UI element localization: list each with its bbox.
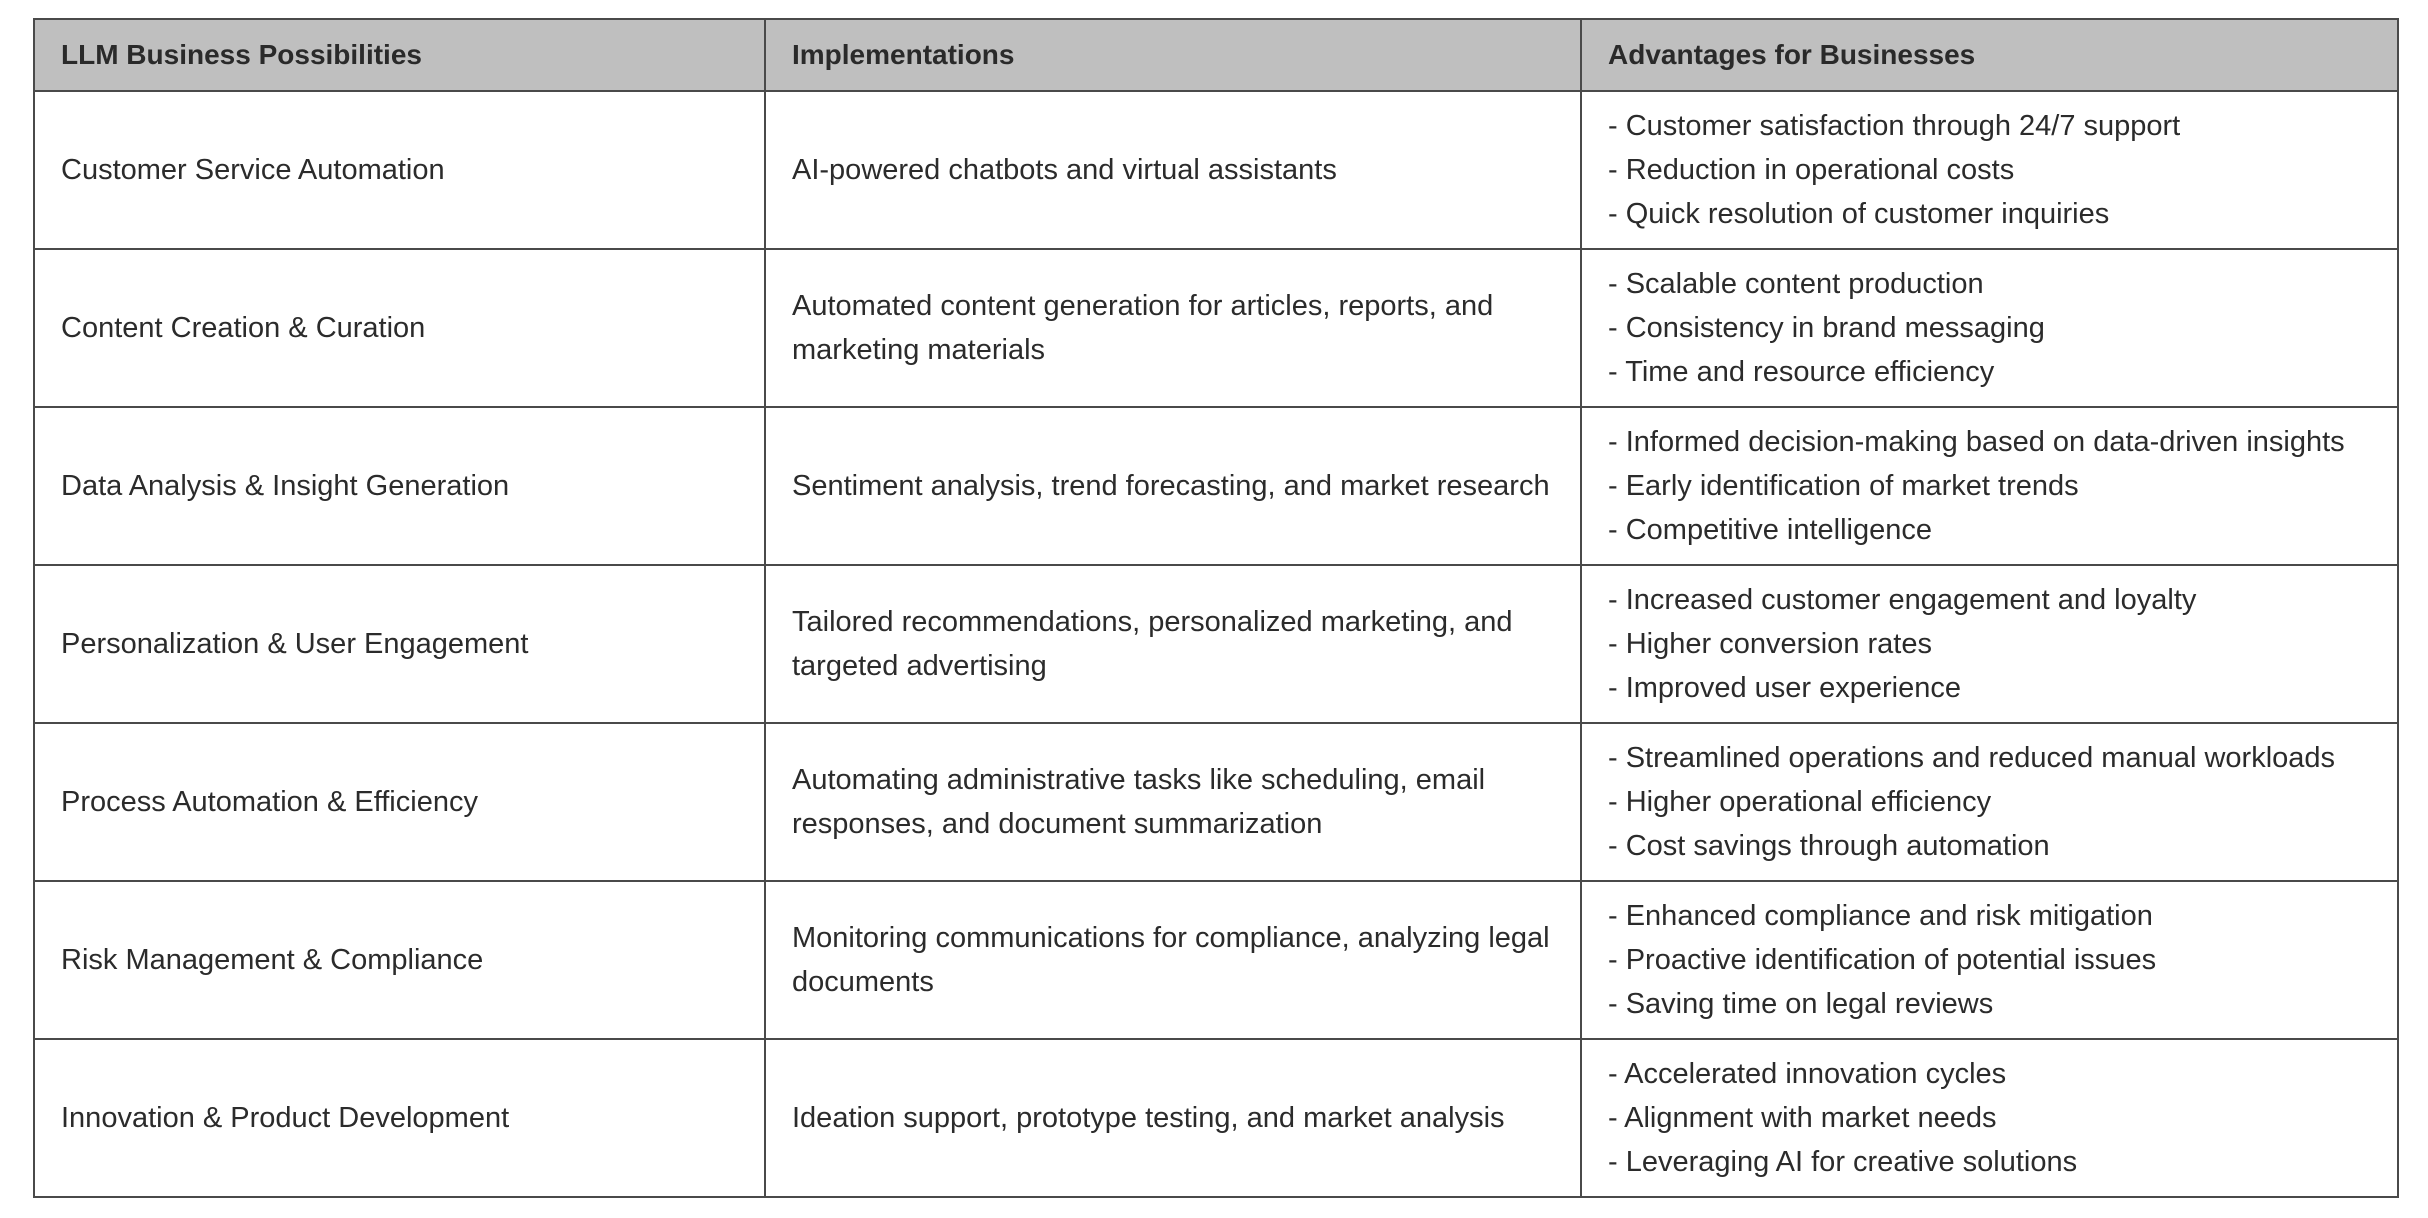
table-body: [34, 91, 2398, 1197]
implementation-cell: Sentiment analysis, trend forecasting, and market research: [765, 407, 1581, 565]
table-row: [34, 91, 2398, 249]
table-row: [34, 881, 2398, 1039]
advantage-item: - Improved user experience: [1608, 672, 1961, 704]
advantages-cell: [1581, 723, 2398, 881]
implementation-cell: Monitoring communications for compliance, analyzing legal documents: [765, 881, 1581, 1039]
possibility-cell: Process Automation & Efficiency: [34, 723, 765, 881]
advantages-cell: [1581, 91, 2398, 249]
advantage-item: - Alignment with market needs: [1608, 1102, 1997, 1134]
advantage-item: - Leveraging AI for creative solutions: [1608, 1146, 2078, 1178]
advantage-item: - Higher conversion rates: [1608, 628, 1932, 660]
header-implementations: Implementations: [765, 19, 1581, 91]
advantage-item: - Time and resource efficiency: [1608, 356, 1995, 388]
table-row: [34, 407, 2398, 565]
possibility-cell: Customer Service Automation: [34, 91, 765, 249]
possibility-cell: Content Creation & Curation: [34, 249, 765, 407]
business-possibilities-table: [33, 18, 2399, 1198]
advantage-item: - Early identification of market trends: [1608, 470, 2079, 502]
table-row: [34, 249, 2398, 407]
advantage-item: - Proactive identification of potential issues: [1608, 944, 2157, 976]
possibility-cell: Personalization & User Engagement: [34, 565, 765, 723]
implementation-cell: Automating administrative tasks like scheduling, email responses, and document summarization: [765, 723, 1581, 881]
header-advantages: Advantages for Businesses: [1581, 19, 2398, 91]
implementation-cell: Ideation support, prototype testing, and market analysis: [765, 1039, 1581, 1197]
advantage-item: - Increased customer engagement and loyalty: [1608, 584, 2197, 616]
advantage-item: - Customer satisfaction through 24/7 support: [1608, 110, 2181, 142]
advantage-item: - Competitive intelligence: [1608, 514, 1932, 546]
implementation-cell: Tailored recommendations, personalized marketing, and targeted advertising: [765, 565, 1581, 723]
advantage-item: - Accelerated innovation cycles: [1608, 1058, 2007, 1090]
possibility-cell: Data Analysis & Insight Generation: [34, 407, 765, 565]
advantage-item: - Cost savings through automation: [1608, 830, 2050, 862]
table-row: [34, 723, 2398, 881]
advantage-item: - Informed decision-making based on data-driven insights: [1608, 426, 2345, 458]
header-row: [34, 19, 2398, 91]
advantages-cell: [1581, 1039, 2398, 1197]
implementation-cell: AI-powered chatbots and virtual assistants: [765, 91, 1581, 249]
advantages-cell: [1581, 565, 2398, 723]
advantage-item: - Streamlined operations and reduced manual workloads: [1608, 742, 2336, 774]
header-possibilities: LLM Business Possibilities: [34, 19, 765, 91]
advantage-item: - Higher operational efficiency: [1608, 786, 1992, 818]
possibility-cell: Risk Management & Compliance: [34, 881, 765, 1039]
implementation-cell: Automated content generation for articles, reports, and marketing materials: [765, 249, 1581, 407]
advantages-cell: [1581, 407, 2398, 565]
advantage-item: - Consistency in brand messaging: [1608, 312, 2045, 344]
table-header: [34, 19, 2398, 91]
advantages-cell: [1581, 249, 2398, 407]
advantage-item: - Saving time on legal reviews: [1608, 988, 1994, 1020]
table-row: [34, 565, 2398, 723]
table-row: [34, 1039, 2398, 1197]
possibility-cell: Innovation & Product Development: [34, 1039, 765, 1197]
advantage-item: - Enhanced compliance and risk mitigation: [1608, 900, 2153, 932]
advantage-item: - Scalable content production: [1608, 268, 1984, 300]
advantage-item: - Reduction in operational costs: [1608, 154, 2015, 186]
advantages-cell: [1581, 881, 2398, 1039]
advantage-item: - Quick resolution of customer inquiries: [1608, 198, 2110, 230]
